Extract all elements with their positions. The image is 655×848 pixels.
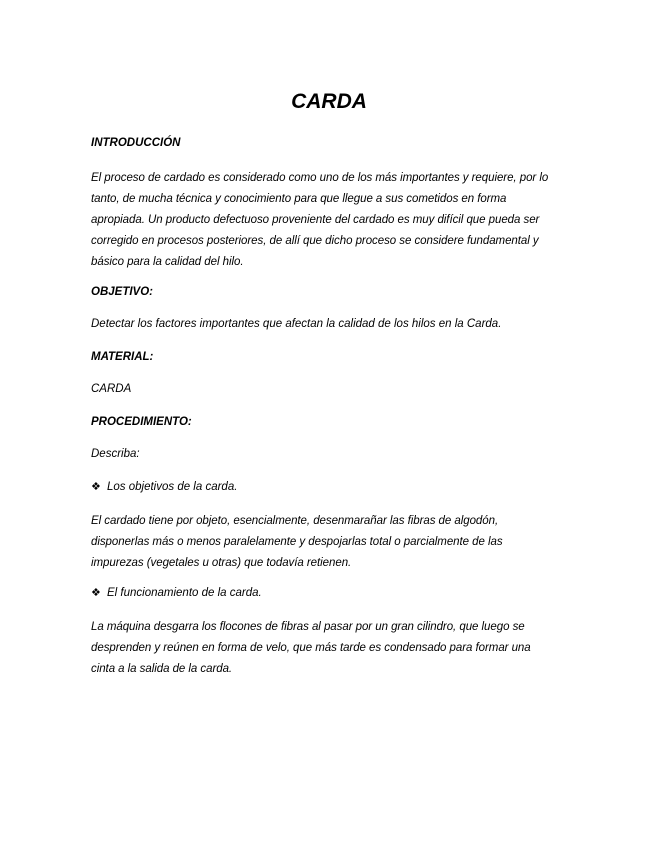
bullet-item-funcionamiento: [91, 586, 571, 600]
bullet-label: El funcionamiento de la carda.: [107, 587, 262, 599]
heading-material: MATERIAL:: [91, 351, 154, 363]
text-line: corregido en procesos posteriores, de allí que dicho proceso se considere fundamental y: [91, 235, 539, 247]
heading-objetivo: OBJETIVO:: [91, 286, 153, 298]
diamond-bullet-icon: ❖: [91, 587, 101, 599]
heading-introduccion: INTRODUCCIÓN: [91, 137, 181, 149]
paragraph-objetivos-carda: [91, 511, 571, 574]
text-line: básico para la calidad del hilo.: [91, 256, 244, 268]
text-line: apropiada. Un producto defectuoso proveniente del cardado es muy difícil que pueda ser: [91, 214, 540, 226]
text-line: tanto, de mucha técnica y conocimiento para que llegue a sus cometidos en forma: [91, 193, 507, 205]
paragraph-objetivo: Detectar los factores importantes que afectan la calidad de los hilos en la Carda.: [91, 318, 502, 330]
paragraph-introduccion: [91, 168, 571, 273]
text-line: desprenden y reúnen en forma de velo, que más tarde es condensado para formar una: [91, 642, 531, 654]
text-line: El cardado tiene por objeto, esencialmente, desenmarañar las fibras de algodón,: [91, 515, 499, 527]
diamond-bullet-icon: ❖: [91, 481, 101, 493]
paragraph-describa: Describa:: [91, 448, 140, 460]
text-line: cinta a la salida de la carda.: [91, 663, 233, 675]
text-line: disponerlas más o menos paralelamente y despojarlas total o parcialmente de las: [91, 536, 503, 548]
heading-procedimiento: PROCEDIMIENTO:: [91, 416, 192, 428]
text-line: El proceso de cardado es considerado como uno de los más importantes y requiere, por lo: [91, 172, 549, 184]
paragraph-funcionamiento-carda: [91, 617, 571, 680]
document-content: [91, 90, 571, 692]
text-line: La máquina desgarra los flocones de fibras al pasar por un gran cilindro, que luego se: [91, 621, 525, 633]
document-title: CARDA: [291, 90, 367, 113]
bullet-label: Los objetivos de la carda.: [107, 481, 238, 493]
bullet-item-objetivos: [91, 480, 571, 494]
paragraph-material: CARDA: [91, 383, 132, 395]
text-line: impurezas (vegetales u otras) que todavía retienen.: [91, 557, 352, 569]
